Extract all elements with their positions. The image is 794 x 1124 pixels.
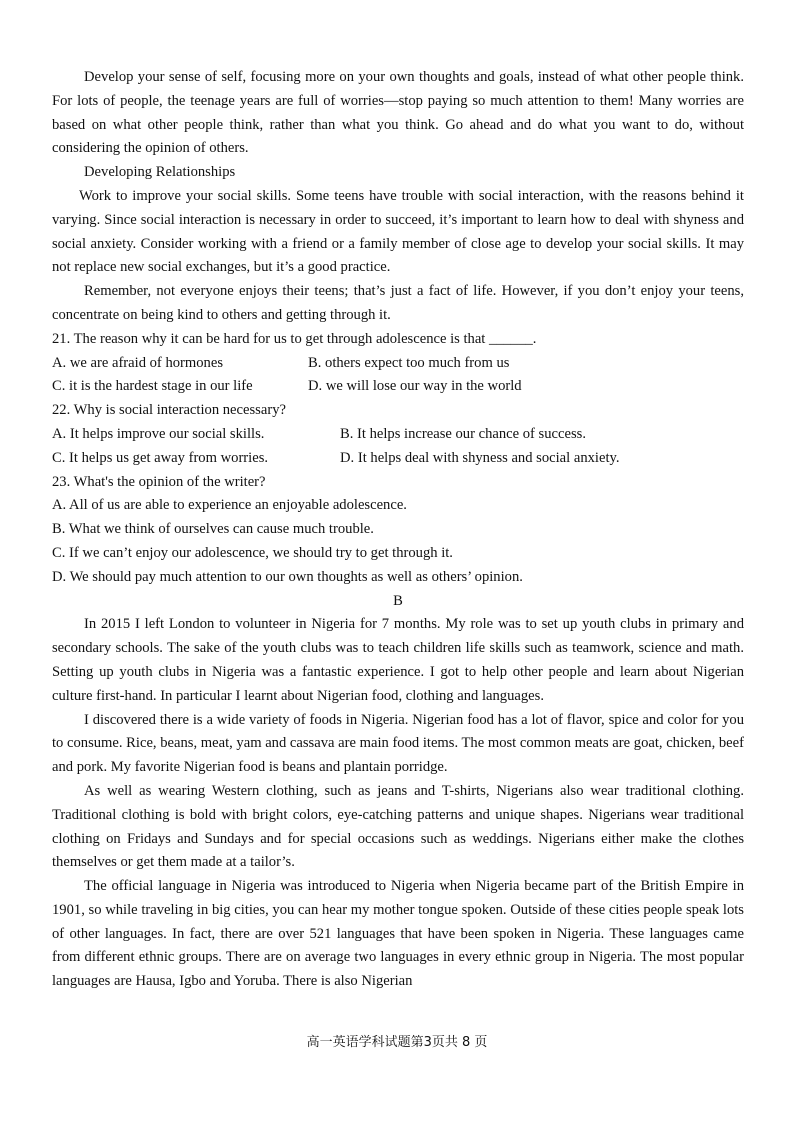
exam-page xyxy=(52,66,744,994)
option-c: C. If we can’t enjoy our adolescence, we should try to get through it. xyxy=(52,544,453,561)
question-22-options-row-2 xyxy=(52,447,744,471)
option-b: B. It helps increase our chance of success. xyxy=(340,425,586,442)
question-21-options-row-2 xyxy=(52,375,744,399)
option-c: C. it is the hardest stage in our life xyxy=(52,378,253,395)
passage-a-paragraph-2: Work to improve your social skills. Some teens have trouble with social interaction, with the reasons behind it varying. Since social interaction is necessary in order to succeed, it’s important to learn how to deal with shyness and social anxiety. Consider working with a friend or a family member of close age to develop your social skills. It may not replace new social exchanges, but it’s a good practice. xyxy=(52,187,744,276)
section-heading: Developing Relationships xyxy=(84,164,236,181)
option-d: D. we will lose our way in the world xyxy=(308,378,522,395)
question-22-stem: 22. Why is social interaction necessary? xyxy=(52,402,286,419)
passage-a-paragraph-1: Develop your sense of self, focusing more on your own thoughts and goals, instead of what other people think. For lots of people, the teenage years are full of worries—stop paying so much attention to them! Many worries are based on what other people think, rather than what you think. Go ahead and do what you want to do, without considering the opinion of others. xyxy=(52,69,744,157)
question-22-options-row-1 xyxy=(52,423,744,447)
question-23-stem: 23. What's the opinion of the writer? xyxy=(52,473,266,490)
passage-b-paragraph-3: As well as wearing Western clothing, such as jeans and T-shirts, Nigerians also wear traditional clothing. Traditional clothing is bold with bright colors, eye-catching patterns and unique shapes. Nigerians wear traditional clothing on Fridays and Sundays and for special occasions such as weddings. Nigerians either make the clothes themselves or get them made at a tailor’s. xyxy=(52,782,744,871)
question-21-stem: 21. The reason why it can be hard for us to get through adolescence is that ______. xyxy=(52,330,537,347)
option-a: A. All of us are able to experience an enjoyable adolescence. xyxy=(52,497,407,514)
question-21-options-row-1 xyxy=(52,352,744,376)
option-a: A. It helps improve our social skills. xyxy=(52,425,265,442)
passage-a-paragraph-3: Remember, not everyone enjoys their teens; that’s just a fact of life. However, if you don’t enjoy your teens, concentrate on being kind to others and getting through it. xyxy=(52,283,744,323)
passage-b-paragraph-2: I discovered there is a wide variety of foods in Nigeria. Nigerian food has a lot of flavor, spice and color for you to consume. Rice, beans, meat, yam and cassava are main food items. The most common meats are goat, chicken, beef and pork. My favorite Nigerian food is beans and plantain porridge. xyxy=(52,711,744,776)
option-c: C. It helps us get away from worries. xyxy=(52,449,269,466)
passage-b-label: B xyxy=(393,592,403,609)
option-b: B. What we think of ourselves can cause much trouble. xyxy=(52,521,374,538)
option-d: D. We should pay much attention to our own thoughts as well as others’ opinion. xyxy=(52,568,523,585)
passage-b-paragraph-1: In 2015 I left London to volunteer in Nigeria for 7 months. My role was to set up youth clubs in primary and secondary schools. The sake of the youth clubs was to teach children life skills such as teamwork, science and math. Setting up youth clubs in Nigeria was a fantastic experience. I got to help other people and learn about Nigerian culture first-hand. In particular I learnt about Nigerian food, clothing and languages. xyxy=(52,616,744,704)
page-footer: 高一英语学科试题第3页共 8 页 xyxy=(306,1035,488,1050)
passage-b-paragraph-4: The official language in Nigeria was introduced to Nigeria when Nigeria became part of the British Empire in 1901, so while traveling in big cities, you can hear my mother tongue spoken. Outside of these cities people speak lots of other languages. In fact, there are over 521 languages that have been spoken in Nigeria. These languages came from different ethnic groups. There are on average two languages in every ethnic group in Nigeria. The most popular languages are Hausa, Igbo and Yoruba. There is also Nigerian xyxy=(52,878,744,990)
option-b: B. others expect too much from us xyxy=(308,354,510,371)
option-d: D. It helps deal with shyness and social anxiety. xyxy=(340,449,620,466)
option-a: A. we are afraid of hormones xyxy=(52,354,223,371)
